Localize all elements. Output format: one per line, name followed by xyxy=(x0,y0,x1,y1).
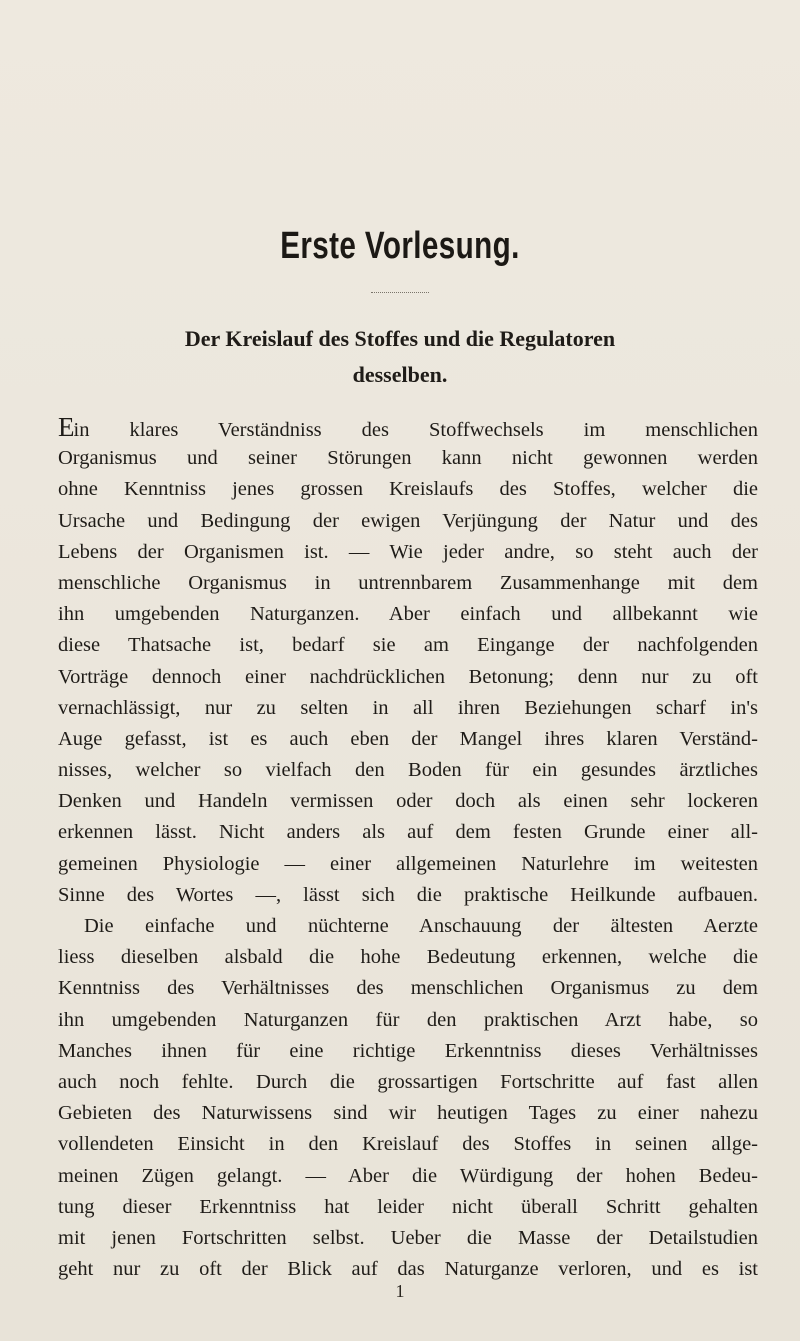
text-line xyxy=(58,1129,758,1160)
text-line xyxy=(58,599,758,630)
text-line xyxy=(58,537,758,568)
text-line-content: Lebens der Organismen ist. — Wie jeder andre, so steht auch der xyxy=(58,540,758,563)
text-line xyxy=(58,1036,758,1067)
page-number: 1 xyxy=(395,1281,405,1301)
text-line-content: vernachlässigt, nur zu selten in all ihren Beziehungen scharf in's xyxy=(58,696,758,719)
text-line xyxy=(58,973,758,1004)
text-line xyxy=(58,1098,758,1129)
text-line-content: ihn umgebenden Naturganzen. Aber einfach und allbekannt wie xyxy=(58,603,758,626)
chapter-title: Erste Vorlesung. xyxy=(280,225,520,267)
text-line xyxy=(58,942,758,973)
text-line xyxy=(58,1005,758,1036)
text-line xyxy=(58,786,758,817)
text-line-content: gemeinen Physiologie — einer allgemeinen Naturlehre im weitesten xyxy=(58,852,758,875)
text-line-content: mit jenen Fortschritten selbst. Ueber die Masse der Detailstudien xyxy=(58,1226,758,1249)
text-line-content: ohne Kenntniss jenes grossen Kreislaufs des Stoffes, welcher die xyxy=(58,478,758,501)
text-line xyxy=(58,880,758,911)
text-line-content: liess dieselben alsbald die hohe Bedeutung erkennen, welche die xyxy=(58,946,758,969)
text-line-content: meinen Zügen gelangt. — Aber die Würdigung der hohen Bedeu- xyxy=(58,1164,758,1187)
text-line xyxy=(58,630,758,661)
text-line xyxy=(58,412,758,443)
text-line xyxy=(58,1067,758,1098)
section-heading-line-2: desselben. xyxy=(352,362,448,387)
text-line xyxy=(58,1161,758,1192)
text-line-content: Denken und Handeln vermissen oder doch als einen sehr lockeren xyxy=(58,790,758,813)
text-line-content: in klares Verständniss des Stoffwechsels im menschlichen xyxy=(73,419,758,441)
text-line-content: Ursache und Bedingung der ewigen Verjüngung der Natur und des xyxy=(58,509,758,532)
text-line-content: auch noch fehlte. Durch die grossartigen Fortschritte auf fast allen xyxy=(58,1070,758,1093)
text-line-content: Gebieten des Naturwissens sind wir heutigen Tages zu einer nahezu xyxy=(58,1102,758,1125)
text-line-content: ihn umgebenden Naturganzen für den praktischen Arzt habe, so xyxy=(58,1008,758,1031)
text-line xyxy=(58,724,758,755)
text-line xyxy=(58,693,758,724)
dropcap-letter: E xyxy=(58,412,74,442)
text-line-content: Vorträge dennoch einer nachdrücklichen Betonung; denn nur zu oft xyxy=(58,665,758,688)
text-line xyxy=(58,568,758,599)
text-line-content: Organismus und seiner Störungen kann nicht gewonnen werden xyxy=(58,447,758,470)
text-line-content: Auge gefasst, ist es auch eben der Mangel ihres klaren Verständ- xyxy=(58,727,758,750)
text-line-content: Kenntniss des Verhältnisses des menschlichen Organismus zu dem xyxy=(58,977,758,1000)
text-line xyxy=(58,662,758,693)
text-line xyxy=(58,506,758,537)
text-line-content: tung dieser Erkenntniss hat leider nicht überall Schritt gehalten xyxy=(58,1195,758,1218)
text-line-content: Sinne des Wortes —, lässt sich die praktische Heilkunde aufbauen. xyxy=(58,883,758,906)
text-line-content: menschliche Organismus in untrennbarem Zusammenhange mit dem xyxy=(58,571,758,594)
text-line xyxy=(58,443,758,474)
ornamental-rule xyxy=(371,292,429,293)
text-line-content: Die einfache und nüchterne Anschauung der ältesten Aerzte xyxy=(84,915,758,937)
text-line-content: geht nur zu oft der Blick auf das Naturganze verloren, und es ist xyxy=(58,1258,758,1281)
text-line xyxy=(58,755,758,786)
text-line xyxy=(58,1192,758,1223)
text-line xyxy=(58,817,758,848)
text-line-content: diese Thatsache ist, bedarf sie am Eingange der nachfolgenden xyxy=(58,634,758,657)
text-line-content: erkennen lässt. Nicht anders als auf dem festen Grunde einer all- xyxy=(58,821,758,844)
text-line-content: Manches ihnen für eine richtige Erkenntniss dieses Verhältnisses xyxy=(58,1039,758,1062)
body-text xyxy=(58,412,758,1285)
section-heading-line-1: Der Kreislauf des Stoffes und die Regulatoren xyxy=(184,326,616,351)
text-line-content: nisses, welcher so vielfach den Boden für ein gesundes ärztliches xyxy=(58,759,758,782)
text-line xyxy=(58,1223,758,1254)
text-line xyxy=(58,911,758,942)
text-line-content: vollendeten Einsicht in den Kreislauf des Stoffes in seinen allge- xyxy=(58,1133,758,1156)
text-line xyxy=(58,849,758,880)
text-line xyxy=(58,474,758,505)
